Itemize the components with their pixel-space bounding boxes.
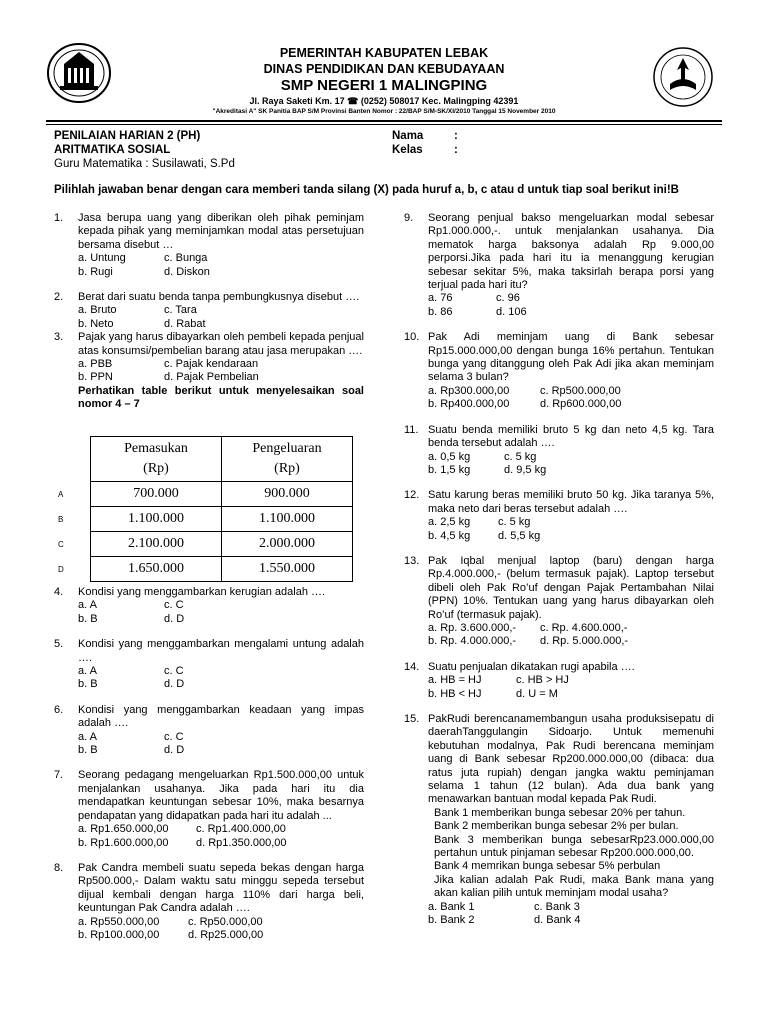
name-colon: :	[454, 130, 458, 142]
option-c[interactable]: c. Tara	[164, 304, 197, 317]
option-b[interactable]: b. Bank 2	[428, 914, 475, 927]
question-text: PakRudi berencanamembangun usaha produksisepatu di daerahTanggulangin Sidoarjo. Untuk memenuhi kebutuhan modalnya, Pak Rudi berencana meminjam uang di Bank sebesar Rp200.000.000,00 (dibaca: dua ratus juta rupiah) dengan jangka waktu peminjaman selama 1 tahun (12 bulan). Ada dua bank yang menawarkan bantuan modal kepada Pak Rudi.	[428, 713, 714, 806]
option-b[interactable]: b. Rugi	[78, 265, 113, 278]
option-b[interactable]: b. Rp1.600.000,00	[78, 836, 169, 849]
option-c[interactable]: c. 96	[496, 292, 520, 305]
option-a[interactable]: a. HB = HJ	[428, 674, 482, 687]
row-label-c: C	[58, 540, 64, 549]
question-text: Suatu benda memiliki bruto 5 kg dan neto 4,5 kg. Tara benda tersebut adalah ….	[428, 423, 714, 450]
question-options	[428, 451, 714, 478]
table-intro: Perhatikan table berikut untuk menyelesaikan soal nomor 4 – 7	[78, 384, 364, 411]
question-text: Kondisi yang menggambarkan mengalami untung adalah ….	[78, 638, 364, 664]
kabupaten-lebak-emblem	[46, 42, 112, 104]
test-subject: ARITMATIKA SOSIAL	[54, 144, 171, 156]
option-d[interactable]: d. 5,5 kg	[498, 529, 541, 542]
option-a[interactable]: a. 0,5 kg	[428, 450, 471, 463]
option-b[interactable]: b. B	[78, 678, 98, 691]
question-3	[54, 331, 364, 411]
left-column-bottom	[54, 586, 364, 942]
question-2	[54, 291, 364, 331]
question-options	[78, 599, 364, 626]
row-d-expense: 1.550.000	[222, 557, 353, 582]
option-c[interactable]: c. C	[164, 599, 184, 612]
option-a[interactable]: a. A	[78, 599, 97, 612]
question-options	[78, 252, 364, 279]
option-b[interactable]: b. B	[78, 612, 98, 625]
question-text: Jasa berupa uang yang diberikan oleh pihak peminjam kepada pihak yang meminjamkan modal atas persetujuan bersama disebut …	[78, 212, 364, 251]
question-options	[428, 292, 714, 319]
school-address	[120, 96, 648, 107]
option-c[interactable]: c. 5 kg	[498, 516, 531, 529]
question-options	[428, 516, 714, 543]
question-13	[404, 555, 714, 649]
option-a[interactable]: a. A	[78, 730, 97, 743]
question-number: 12.	[404, 489, 420, 502]
option-c[interactable]: c. Rp50.000,00	[188, 915, 263, 928]
bank-offer-1: Bank 1 memberikan bunga sebesar 20% per tahun.	[434, 806, 686, 819]
question-12	[404, 489, 714, 543]
right-column	[404, 212, 714, 928]
bank-offers	[428, 807, 714, 901]
option-d[interactable]: d. Rabat	[164, 317, 206, 330]
row-label-a: A	[58, 490, 64, 499]
header-income-unit: (Rp)	[143, 461, 169, 476]
question-options	[78, 665, 364, 692]
option-d[interactable]: d. Bank 4	[534, 914, 581, 927]
question-options	[78, 731, 364, 758]
option-d[interactable]: d. D	[164, 744, 185, 757]
option-c[interactable]: c. Rp500.000,00	[540, 384, 621, 397]
table-row	[91, 557, 353, 582]
address-phone: (0252) 508017 Kec. Malingping 42391	[360, 96, 519, 106]
question-number: 6.	[54, 703, 64, 716]
question-text: Seorang pedagang mengeluarkan Rp1.500.000,00 untuk menjalankan usahanya. Jika pada hari itu dia mendapatkan keuntungan sebesar 10%, maka besarnya pendapatan yang didapatkan pada hari itu adalah ...	[78, 769, 364, 822]
bank-offer-2: Bank 2 memberikan bunga sebesar 2% per bulan.	[434, 820, 679, 833]
question-number: 15.	[404, 713, 420, 725]
option-a[interactable]: a. Rp550.000,00	[78, 915, 160, 928]
class-label: Kelas	[392, 144, 423, 156]
table-row	[91, 507, 353, 532]
option-b[interactable]: b. Rp100.000,00	[78, 928, 160, 941]
row-a-income: 700.000	[91, 482, 222, 507]
question-number: 2.	[54, 291, 64, 304]
name-label: Nama	[392, 130, 424, 142]
option-a[interactable]: a. A	[78, 665, 97, 678]
option-a[interactable]: a. Rp1.650.000,00	[78, 823, 169, 836]
question-14	[404, 661, 714, 701]
option-d[interactable]: d. D	[164, 612, 185, 625]
table-row	[91, 532, 353, 557]
option-c[interactable]: c. HB > HJ	[516, 674, 569, 687]
header-expense-label: Pengeluaran	[252, 441, 322, 456]
option-d[interactable]: d. Rp. 5.000.000,-	[540, 635, 629, 648]
option-b[interactable]: b. PPN	[78, 371, 113, 384]
header-expense	[222, 437, 353, 482]
header-income	[91, 437, 222, 482]
option-a[interactable]: a. Untung	[78, 252, 126, 265]
question-number: 14.	[404, 660, 420, 673]
option-d[interactable]: d. Rp25.000,00	[188, 928, 264, 941]
question-text: Pak Candra membeli suatu sepeda bekas dengan harga Rp500.000,- Dalam waktu satu minggu sepeda tersebut dijual kembali dengan harga 110% dari harga beli, keuntungan Pak Candra adalah ….	[78, 861, 364, 915]
question-number: 9.	[404, 212, 414, 224]
accreditation-line: "Akreditasi A" SK Panitia BAP S/M Provinsi Banten Nomor : 22/BAP S/M-SK/XI/2010 Tanggal 15 November 2010	[212, 108, 556, 115]
question-text: Pak Adi meminjam uang di Bank sebesar Rp15.000.000,00 dengan bunga 16% pertahun. Tentukan bunga yang ditanggung oleh Pak Adi jika akan meminjam selama 3 bulan?	[428, 331, 714, 384]
instruction: Pilihlah jawaban benar dengan cara memberi tanda silang (X) pada huruf a, b, c atau d untuk tiap soal berikut ini!B	[54, 184, 679, 196]
option-d[interactable]: d. 9,5 kg	[504, 463, 547, 476]
question-number: 11.	[404, 423, 419, 436]
header-income-label: Pemasukan	[124, 441, 188, 456]
option-b[interactable]: b. Neto	[78, 317, 114, 330]
question-6	[54, 704, 364, 758]
question-8	[54, 862, 364, 942]
option-a[interactable]: a. 76	[428, 292, 453, 305]
question-number: 1.	[54, 212, 64, 224]
question-text: Kondisi yang menggambarkan kerugian adalah ….	[78, 586, 326, 598]
option-d[interactable]: d. Rp600.000,00	[540, 398, 622, 411]
test-title: PENILAIAN HARIAN 2 (PH)	[54, 130, 201, 142]
option-a[interactable]: a. Rp300.000,00	[428, 384, 510, 397]
option-a[interactable]: a. 2,5 kg	[428, 516, 471, 529]
option-a[interactable]: a. PBB	[78, 358, 113, 371]
question-11	[404, 424, 714, 478]
option-d[interactable]: d. D	[164, 678, 185, 691]
income-expense-table	[58, 436, 368, 584]
option-c[interactable]: c. C	[164, 665, 184, 678]
question-text: Seorang penjual bakso mengeluarkan modal sebesar Rp1.000.000,-. untuk menjalankan usahanya. Dia mematok harga baksonya adalah Rp 9.000,00 perporsi.Jika pada hari itu ia menanggung kerugian sebesar sekitar 5%, maka taksirlah berapa porsi yang terjual pada hari itu?	[428, 212, 714, 292]
question-number: 13.	[404, 554, 420, 567]
row-c-expense: 2.000.000	[222, 532, 353, 557]
question-5	[54, 638, 364, 692]
question-number: 3.	[54, 331, 64, 344]
option-b[interactable]: b. 4,5 kg	[428, 529, 471, 542]
question-10	[404, 331, 714, 411]
question-15	[404, 713, 714, 928]
question-options	[78, 304, 364, 331]
question-number: 8.	[54, 861, 64, 874]
bank-offer-3: Bank 3 memberikan bunga sebesarRp23.000.000,00 pertahun untuk pinjaman sebesar Rp200.000.000,00.	[434, 833, 714, 860]
question-options	[428, 622, 714, 649]
bank-question: Jika kalian adalah Pak Rudi, maka Bank mana yang akan kalian pilih untuk meminjam modal usaha?	[434, 873, 714, 900]
question-text: Pajak yang harus dibayarkan oleh pembeli kepada penjual atas konsumsi/pembelian barang atau jasa merupakan ….	[78, 331, 364, 357]
class-colon: :	[454, 144, 458, 156]
question-options	[428, 674, 714, 701]
question-4	[54, 586, 364, 626]
option-b[interactable]: b. 86	[428, 305, 453, 318]
option-b[interactable]: b. Rp. 4.000.000,-	[428, 635, 517, 648]
question-number: 5.	[54, 638, 64, 651]
option-c[interactable]: c. 5 kg	[504, 450, 537, 463]
row-c-income: 2.100.000	[91, 532, 222, 557]
test-teacher: Guru Matematika : Susilawati, S.Pd	[54, 158, 235, 170]
address-street: Jl. Raya Saketi Km. 17	[249, 96, 345, 106]
option-d[interactable]: d. Rp1.350.000,00	[196, 836, 287, 849]
option-c[interactable]: c. Rp1.400.000,00	[196, 823, 286, 836]
row-label-d: D	[58, 565, 64, 574]
option-c[interactable]: c. Bank 3	[534, 900, 580, 913]
option-a[interactable]: a. Bank 1	[428, 900, 475, 913]
question-7	[54, 769, 364, 849]
option-d[interactable]: d. Pajak Pembelian	[164, 371, 259, 384]
row-a-expense: 900.000	[222, 482, 353, 507]
smpn1-malingping-emblem	[652, 46, 714, 108]
question-1	[54, 212, 364, 279]
question-options	[78, 823, 364, 850]
question-9	[404, 212, 714, 319]
question-text: Suatu penjualan dikatakan rugi apabila ….	[428, 660, 635, 673]
letterhead-divider	[46, 120, 722, 122]
option-c[interactable]: c. Pajak kendaraan	[164, 358, 259, 371]
option-c[interactable]: c. Rp. 4.600.000,-	[540, 621, 628, 634]
bank-offer-4: Bank 4 memrikan bunga sebesar 5% perbulan	[434, 860, 661, 873]
header-expense-unit: (Rp)	[274, 461, 300, 476]
option-a[interactable]: a. Bruto	[78, 304, 117, 317]
question-number: 4.	[54, 586, 64, 598]
option-c[interactable]: c. Bunga	[164, 252, 208, 265]
option-b[interactable]: b. 1,5 kg	[428, 463, 471, 476]
table-row	[91, 482, 353, 507]
letterhead-divider-thin	[46, 124, 722, 125]
question-number: 10.	[404, 331, 420, 344]
letterhead-line2: DINAS PENDIDIKAN DAN KEBUDAYAAN	[263, 62, 505, 76]
question-text: Berat dari suatu benda tanpa pembungkusnya disebut ….	[78, 291, 360, 304]
option-a[interactable]: a. Rp. 3.600.000,-	[428, 621, 517, 634]
option-d[interactable]: d. Diskon	[164, 265, 210, 278]
row-d-income: 1.650.000	[91, 557, 222, 582]
school-name: SMP NEGERI 1 MALINGPING	[280, 77, 488, 94]
option-b[interactable]: b. HB < HJ	[428, 687, 482, 700]
question-text: Satu karung beras memiliki bruto 50 kg. Jika taranya 5%, maka neto dari beras tersebut adalah ….	[428, 489, 714, 515]
question-text: Pak Iqbal menjual laptop (baru) dengan harga Rp.4.000.000,- (belum termasuk pajak). Laptop tersebut dibeli oleh Pak Ro’uf dengan Pajak Pertambahan Nilai (PPN) 10%. Tentukan uang yang harus dibayarkan oleh Ro’uf (termasuk pajak).	[428, 554, 714, 621]
option-d[interactable]: d. 106	[496, 305, 527, 318]
phone-icon: ☎	[347, 96, 359, 106]
row-b-income: 1.100.000	[91, 507, 222, 532]
question-text: Kondisi yang menggambarkan keadaan yang impas adalah ….	[78, 703, 364, 730]
question-options	[78, 916, 364, 943]
option-c[interactable]: c. C	[164, 730, 184, 743]
question-options	[78, 358, 364, 385]
option-b[interactable]: b. Rp400.000,00	[428, 398, 510, 411]
option-d[interactable]: d. U = M	[516, 687, 558, 700]
letterhead-line1: PEMERINTAH KABUPATEN LEBAK	[279, 46, 489, 60]
option-b[interactable]: b. B	[78, 744, 98, 757]
left-column-top	[54, 212, 364, 412]
question-number: 7.	[54, 769, 64, 782]
row-b-expense: 1.100.000	[222, 507, 353, 532]
row-label-b: B	[58, 515, 64, 524]
question-options	[428, 901, 714, 928]
question-options	[428, 385, 714, 412]
